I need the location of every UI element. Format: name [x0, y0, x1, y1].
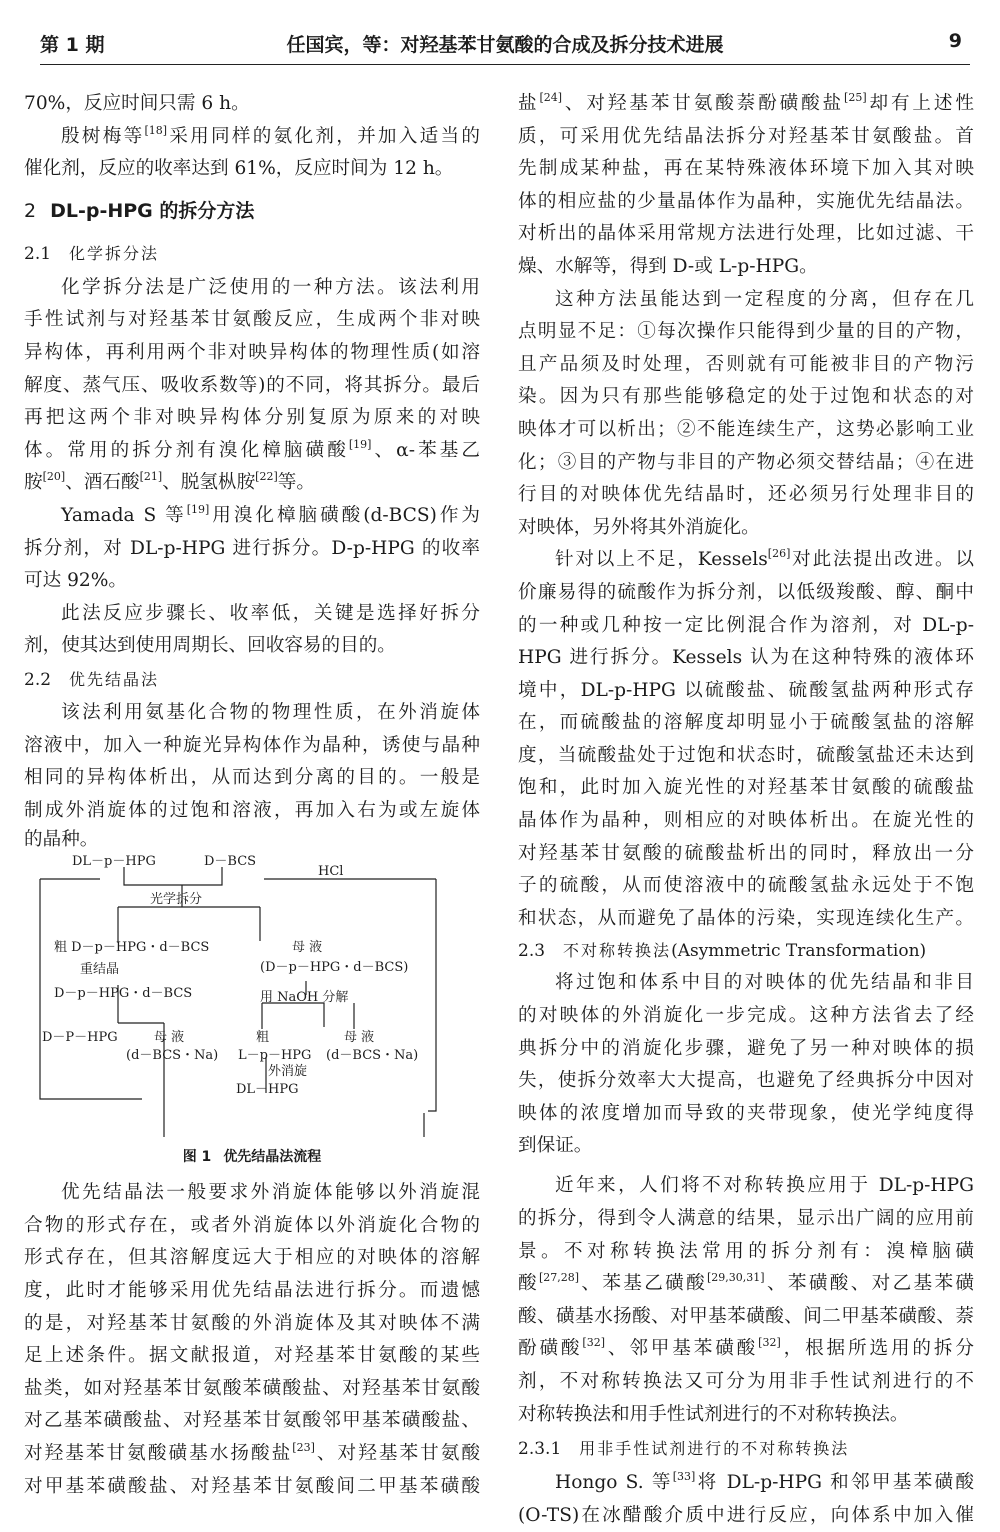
paragraph-line: 对乙基苯磺酸盐、对羟基苯甘氨酸邻甲基苯磺酸盐、 — [24, 1410, 480, 1432]
paragraph-line: (O-TS)在冰醋酸介质中进行反应，向体系中加入催 — [518, 1504, 974, 1526]
paragraph-line: 对映体，另外将其外消旋化。 — [518, 516, 760, 538]
citation: [20] — [42, 470, 66, 484]
paragraph-line: 映体的浓度增加而导致的夹带现象，使光学纯度得 — [518, 1102, 974, 1124]
paragraph-line: 体的相应盐的少量晶体作为晶种，实施优先结晶法。 — [518, 190, 974, 212]
paragraph-line: 酸、磺基水扬酸、对甲基苯磺酸、间二甲基苯磺酸、萘 — [518, 1305, 974, 1327]
paragraph-line: 拆分剂，对 DL-p-HPG 进行拆分。D-p-HPG 的收率 — [24, 537, 480, 559]
paragraph-line: 度，当硫酸盐处于过饱和状态时，硫酸氢盐还未达到 — [518, 744, 974, 766]
paragraph-line: 且产品须及时处理，否则就有可能被非目的产物污 — [518, 353, 974, 375]
running-title: 任国宾，等：对羟基苯甘氨酸的合成及拆分技术进展 — [286, 34, 724, 56]
figure-caption: 图 1 优先结晶法流程 — [182, 1149, 322, 1166]
paragraph-line: 体。常用的拆分剂有溴化樟脑磺酸[19]、α-苯基乙 — [24, 437, 480, 461]
citation: [29,30,31] — [707, 1271, 765, 1285]
paragraph-line: 异构体，再利用两个非对映异构体的物理性质(如溶 — [24, 341, 480, 363]
header-rule — [40, 64, 970, 65]
paragraph-line: 这种方法虽能达到一定程度的分离，但存在几 — [555, 288, 974, 310]
paragraph-line: 针对以上不足，Kessels[26]对此法提出改进。以 — [555, 547, 974, 571]
paragraph-line: 剂，使其达到使用周期长、回收容易的目的。 — [24, 635, 396, 657]
citation: [18] — [144, 123, 168, 137]
hcl-label: HCl — [318, 864, 344, 880]
paragraph-line: 优先结晶法一般要求外消旋体能够以外消旋混 — [61, 1182, 480, 1204]
page-number: 9 — [948, 30, 962, 52]
paragraph-line: 质，可采用优先结晶法拆分对羟基苯甘氨酸盐。首 — [518, 125, 974, 147]
paragraph-line: 对羟基苯甘氨酸磺基水扬酸盐[23]、对羟基苯甘氨酸 — [24, 1441, 480, 1465]
section-heading-2-3: 2.3 不对称转换法(Asymmetric Transformation) — [518, 941, 927, 962]
paragraph-line: 对称转换法和用手性试剂进行的不对称转换法。 — [518, 1403, 909, 1425]
paragraph-line: HPG 进行拆分。Kessels 认为在这种特殊的液体环 — [518, 647, 974, 669]
paragraph-line: 盐类，如对羟基苯甘氨酸苯磺酸盐、对羟基苯甘氨酸 — [24, 1377, 480, 1399]
left-column — [24, 88, 480, 1503]
paragraph-line: 再把这两个非对映异构体分别复原为原来的对映 — [24, 407, 480, 429]
paragraph-line: 点明显不足：①每次操作只能得到少量的目的产物， — [518, 321, 974, 343]
paragraph-line: 催化剂，反应的收率达到 61%，反应时间为 12 h。 — [24, 158, 454, 180]
citation: [19] — [348, 437, 372, 451]
paragraph-line: 映体才可以析出；②不能连续生产，这势必影响工业 — [518, 418, 974, 440]
paragraph-line: 化学拆分法是广泛使用的一种方法。该法利用 — [61, 276, 480, 298]
paragraph-line: 子的硫酸，从而使溶液中的硫酸氢盐永远处于不饱 — [518, 875, 974, 897]
section-heading-2-2: 2.2 优先结晶法 — [24, 669, 160, 690]
right-column — [518, 88, 974, 1532]
paragraph-line: 染。因为只有那些能够稳定的处于过饱和状态的对 — [518, 386, 974, 408]
d-p-hpg-product-label: D－P－HPG — [42, 1030, 118, 1046]
paragraph-line: 的对映体的外消旋化一步完成。这种方法省去了经 — [518, 1005, 974, 1027]
paragraph-line: 足上述条件。据文献报道，对羟基苯甘氨酸的某些 — [24, 1345, 480, 1367]
mother-liquor-2-label: 母 液 — [154, 1030, 185, 1046]
paragraph-line: 和状态，从而避免了晶体的污染，实现连续化生产。 — [518, 907, 974, 929]
paragraph-line: 胺[20]、酒石酸[21]、脱氢枞胺[22]等。 — [24, 470, 315, 494]
paragraph-line: 对羟基苯甘氨酸的硫酸盐析出的同时，释放出一分 — [518, 842, 974, 864]
running-header — [40, 22, 970, 62]
mother-liquor-1-label: 母 液 — [292, 940, 323, 956]
mother-liquor-2-content: (d－BCS・Na) — [126, 1048, 219, 1064]
paragraph-line: Hongo S. 等[33]将 DL-p-HPG 和邻甲基苯磺酸 — [555, 1470, 974, 1494]
paragraph-line: 行目的对映体优先结晶时，还必须另行处理非目的 — [518, 484, 974, 506]
issue-label: 第 1 期 — [40, 34, 105, 56]
paragraph-line: 70%，反应时间只需 6 h。 — [24, 93, 250, 114]
paragraph-line: 近年来，人们将不对称转换应用于 DL-p-HPG — [555, 1175, 974, 1197]
paragraph-line: 的是，对羟基苯甘氨酸的外消旋体及其对映体不满 — [24, 1312, 480, 1334]
paragraph-line: 溶液中，加入一种旋光异构体作为晶种，诱使与晶种 — [24, 734, 480, 756]
citation: [24] — [539, 91, 563, 104]
l-p-hpg-label: L－p－HPG — [238, 1048, 312, 1064]
mother-liquor-3-label: 母 液 — [344, 1030, 375, 1046]
paragraph-line: 典拆分中的消旋化步骤，避免了另一种对映体的损 — [518, 1037, 974, 1059]
citation: [33] — [672, 1470, 696, 1484]
paragraph-line: 对析出的晶体采用常规方法进行处理，比如过滤、干 — [518, 223, 974, 245]
paragraph-line: 境中，DL-p-HPG 以硫酸盐、硫酸氢盐两种形式存 — [518, 679, 974, 701]
paragraph-line: 在，而硫酸盐的溶解度却明显小于硫酸氢盐的溶解 — [518, 712, 974, 734]
paragraph-line: 的拆分，得到令人满意的结果，显示出广阔的应用前 — [518, 1208, 974, 1229]
paragraph-line: 度，此时才能够采用优先结晶法进行拆分。而遗憾 — [24, 1280, 480, 1302]
citation: [26] — [767, 547, 791, 561]
paragraph-line: 饱和，此时加入旋光性的对羟基苯甘氨酸的硫酸盐 — [518, 777, 974, 799]
d-bcs-label: D－BCS — [204, 854, 257, 870]
paragraph-line: 化；③目的产物与非目的产物必须交替结晶；④在进 — [518, 451, 974, 473]
paragraph-line: 晶体作为晶种，则相应的对映体析出。在旋光性的 — [518, 810, 974, 832]
paragraph-line: 燥、水解等，得到 D-或 L-p-HPG。 — [518, 255, 818, 277]
pure-salt-label: D－p－HPG・d－BCS — [54, 986, 193, 1002]
dl-hpg-label: DL－HPG — [236, 1082, 299, 1098]
paragraph-line: Yamada S 等[19]用溴化樟脑磺酸(d-BCS)作为 — [61, 502, 480, 526]
crude-salt-label: 粗 D－p－HPG・d－BCS — [54, 940, 210, 956]
paragraph-line: 到保证。 — [518, 1135, 593, 1157]
paragraph-line: 此法反应步骤长、收率低，关键是选择好拆分 — [61, 602, 480, 624]
paragraph-line: 先制成某种盐，再在某特殊液体环境下加入其对映 — [518, 158, 974, 180]
citation: [19] — [186, 502, 210, 516]
racemize-label: 外消旋 — [268, 1064, 308, 1080]
optical-resolution-label: 光学拆分 — [150, 892, 203, 908]
paragraph-line: 酚磺酸[32]、邻甲基苯磺酸[32]，根据所选用的拆分 — [518, 1336, 974, 1360]
paragraph-line: 盐[24]、对羟基苯甘氨酸萘酚磺酸盐[25]却有上述性 — [518, 91, 974, 114]
paragraph-line: 殷树梅等[18]采用同样的氨化剂，并加入适当的 — [61, 123, 480, 147]
paragraph-line: 相同的异构体析出，从而达到分离的目的。一般是 — [24, 767, 480, 789]
citation: [21] — [139, 470, 163, 484]
paragraph-line: 酸[27,28]、苯基乙磺酸[29,30,31]、苯磺酸、对乙基苯磺 — [518, 1271, 974, 1295]
paragraph-line: 该法利用氨基化合物的物理性质，在外消旋体 — [61, 701, 480, 723]
paragraph-line: 剂，不对称转换法又可分为用非手性试剂进行的不 — [518, 1370, 974, 1392]
section-heading-2-3-1: 2.3.1 用非手性试剂进行的不对称转换法 — [518, 1439, 850, 1460]
citation: [25] — [844, 91, 867, 104]
paragraph-line: 失，使拆分效率大大提高，也避免了经典拆分中因对 — [518, 1070, 974, 1092]
crude-label: 粗 — [256, 1030, 270, 1046]
dl-p-hpg-label: DL－p－HPG — [72, 854, 156, 870]
citation: [27,28] — [538, 1271, 580, 1285]
recrystallize-label: 重结晶 — [80, 962, 120, 978]
mother-liquor-1-content: (D－p－HPG・d－BCS) — [260, 960, 409, 976]
mother-liquor-3-content: (d－BCS・Na) — [326, 1048, 419, 1064]
paragraph-line: 的一种或几种按一定比例混合作为溶剂，对 DL-p- — [518, 614, 974, 636]
citation: [22] — [255, 470, 278, 484]
paragraph-line: 对甲基苯磺酸盐、对羟基苯甘氨酸间二甲基苯磺酸 — [24, 1475, 480, 1497]
section-heading-2-1: 2.1 化学拆分法 — [24, 243, 160, 264]
paragraph-line: 价廉易得的硫酸作为拆分剂，以低级羧酸、醇、酮中 — [518, 581, 974, 603]
paragraph-line: 制成外消旋体的过饱和溶液，再加入右为或左旋体 — [24, 799, 480, 821]
citation: [23] — [292, 1441, 315, 1455]
paragraph-line: 解度、蒸气压、吸收系数等)的不同，将其拆分。最后 — [24, 374, 480, 396]
citation: [32] — [582, 1336, 605, 1350]
section-heading-2: 2 DL-p-HPG 的拆分方法 — [24, 199, 255, 222]
flow-diagram — [24, 853, 480, 1137]
paragraph-line: 的晶种。 — [24, 829, 99, 851]
paragraph-line: 可达 92%。 — [24, 570, 128, 592]
paragraph-line: 将过饱和体系中目的对映体的优先结晶和非目 — [555, 972, 974, 994]
citation: [32] — [758, 1336, 781, 1350]
paragraph-line: 景。不对称转换法常用的拆分剂有：溴樟脑磺 — [518, 1240, 974, 1262]
paragraph-line: 手性试剂与对羟基苯甘氨酸反应，生成两个非对映 — [24, 309, 480, 331]
paragraph-line: 形式存在，但其溶解度远大于相应的对映体的溶解 — [24, 1247, 480, 1269]
paragraph-line: 合物的形式存在，或者外消旋体以外消旋化合物的 — [24, 1214, 480, 1236]
naoh-label: 用 NaOH 分解 — [260, 990, 349, 1006]
